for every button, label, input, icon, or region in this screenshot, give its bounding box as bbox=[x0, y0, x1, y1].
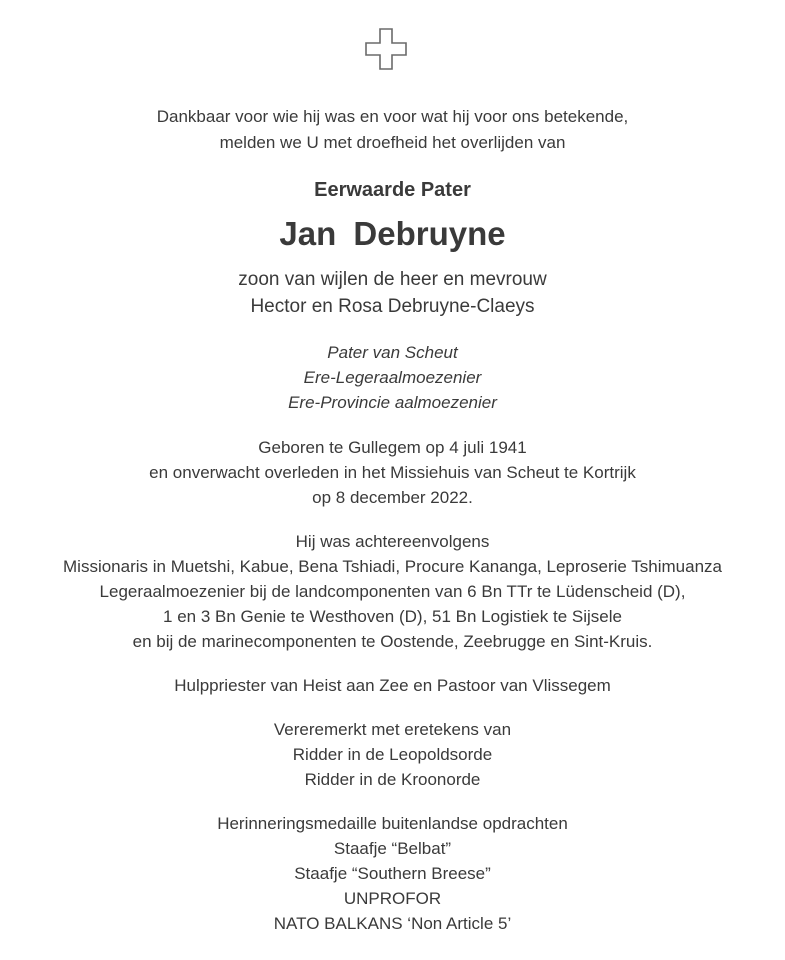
honours-line-3: Ridder in de Kroonorde bbox=[304, 770, 481, 789]
honours-line-1: Vereremerkt met eretekens van bbox=[273, 720, 512, 739]
career-line-3: Legeraalmoezenier bij de landcomponenten van 6 Bn TTr te Lüdenscheid (D), bbox=[99, 582, 686, 601]
honours-line-2: Ridder in de Leopoldsorde bbox=[292, 745, 493, 764]
career-line-2: Missionaris in Muetshi, Kabue, Bena Tshiadi, Procure Kananga, Leproserie Tshimuanza bbox=[63, 557, 722, 576]
medals-line-1: Herinneringsmedaille buitenlandse opdrachten bbox=[217, 814, 568, 833]
medals-line-3: Staafje “Southern Breese” bbox=[294, 864, 491, 883]
career-line-1: Hij was achtereenvolgens bbox=[295, 532, 490, 551]
cross-icon bbox=[364, 27, 408, 71]
intro-line-2: melden we U met droefheid het overlijden van bbox=[219, 133, 566, 152]
career-line-5: en bij de marinecomponenten te Oostende, Zeebrugge en Sint-Kruis. bbox=[132, 632, 653, 651]
birth-line: Geboren te Gullegem op 4 juli 1941 bbox=[258, 438, 527, 457]
medals-line-2: Staafje “Belbat” bbox=[333, 839, 452, 858]
medals-line-4: UNPROFOR bbox=[343, 889, 442, 908]
parish-line: Hulppriester van Heist aan Zee en Pastoor van Vlissegem bbox=[174, 676, 611, 695]
function-line-2: Ere-Legeraalmoezenier bbox=[303, 368, 482, 387]
deceased-title: Eerwaarde Pater bbox=[314, 179, 471, 201]
parents-line-1: zoon van wijlen de heer en mevrouw bbox=[238, 269, 547, 290]
deceased-name: Jan Debruyne bbox=[279, 215, 506, 252]
function-line-1: Pater van Scheut bbox=[327, 343, 458, 362]
intro-line-1: Dankbaar voor wie hij was en voor wat hij voor ons betekende, bbox=[156, 107, 629, 126]
death-line: en onverwacht overleden in het Missiehuis van Scheut te Kortrijk bbox=[149, 463, 636, 482]
parents-line-2: Hector en Rosa Debruyne-Claeys bbox=[250, 296, 535, 317]
death-date-line: op 8 december 2022. bbox=[312, 488, 473, 507]
function-line-3: Ere-Provincie aalmoezenier bbox=[288, 393, 497, 412]
career-line-4: 1 en 3 Bn Genie te Westhoven (D), 51 Bn Logistiek te Sijsele bbox=[163, 607, 622, 626]
medals-line-5: NATO BALKANS ‘Non Article 5’ bbox=[273, 914, 512, 933]
